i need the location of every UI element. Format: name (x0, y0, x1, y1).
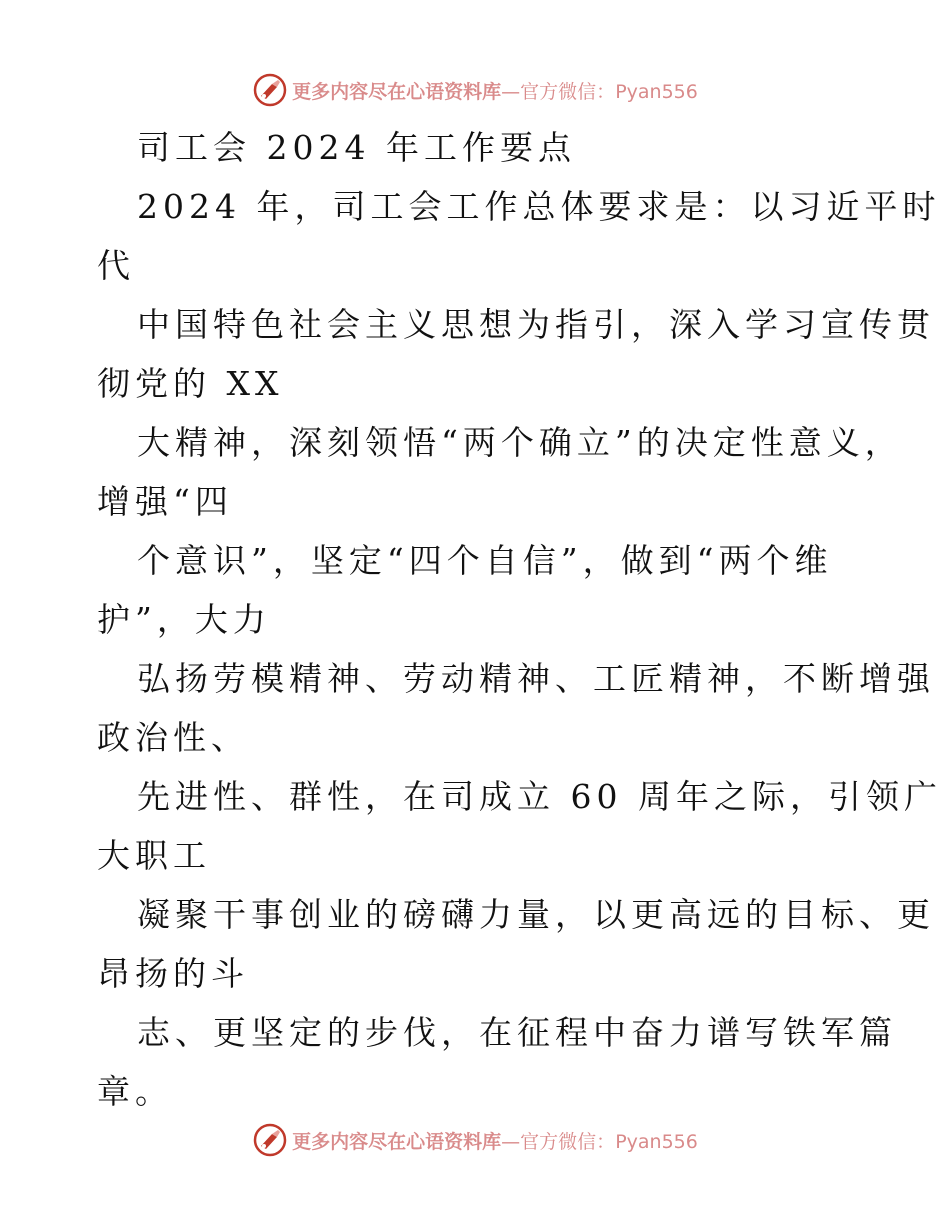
text-line: 凝聚干事创业的磅礴力量，以更高远的目标、更 (137, 895, 935, 934)
watermark-wechat-id: Pyan556 (615, 1130, 698, 1153)
text-line: 志、更坚定的步伐，在征程中奋力谱写铁军篇 (137, 1013, 897, 1052)
text-line: 代 (97, 246, 135, 285)
watermark-label: 官方微信： (520, 80, 616, 103)
pen-logo-icon (252, 72, 288, 108)
document-title: 司工会 2024 年工作要点 (137, 128, 576, 167)
text-line: 昂扬的斗 (97, 954, 249, 993)
text-line: 章。 (97, 1072, 173, 1111)
watermark-wechat-id: Pyan556 (615, 80, 698, 103)
text-line: 彻党的 XX (97, 364, 284, 403)
watermark-dash: — (501, 80, 521, 103)
watermark-footer (0, 1120, 950, 1160)
text-line: 2024 年，司工会工作总体要求是：以习近平时 (137, 187, 941, 226)
watermark-brand: 更多内容尽在心语资料库 (292, 1130, 502, 1153)
document-body (97, 118, 942, 1121)
watermark-brand: 更多内容尽在心语资料库 (292, 80, 502, 103)
text-line: 个意识”，坚定“四个自信”，做到“两个维 (137, 541, 833, 580)
text-line: 政治性、 (97, 718, 249, 757)
text-line: 弘扬劳模精神、劳动精神、工匠精神，不断增强 (137, 659, 935, 698)
text-line: 大精神，深刻领悟“两个确立”的决定性意义， (137, 423, 903, 462)
text-line: 大职工 (97, 836, 211, 875)
watermark-header (0, 70, 950, 110)
text-line: 护”，大力 (97, 600, 271, 639)
watermark-label: 官方微信： (520, 1130, 616, 1153)
text-line: 中国特色社会主义思想为指引，深入学习宣传贯 (137, 305, 935, 344)
text-line: 先进性、群性，在司成立 60 周年之际，引领广 (137, 777, 942, 816)
watermark-dash: — (501, 1130, 521, 1153)
text-line: 增强“四 (97, 482, 233, 521)
pen-logo-icon (252, 1122, 288, 1158)
